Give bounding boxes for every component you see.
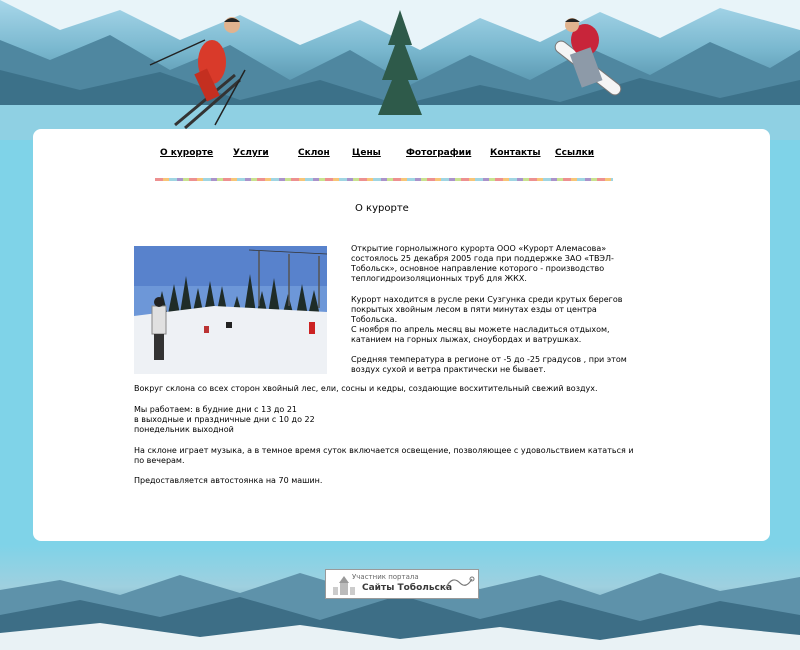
location-paragraph: Курорт находится в русле реки Сузгунка среди крутых берегов покрытых хвойным лесом в пяти минутах езды от центра Тобольска. [351, 295, 623, 324]
nav-link-slope[interactable]: Склон [298, 148, 330, 158]
season-paragraph: С ноября по апрель месяц вы можете насладиться отдыхом, катанием на горных лыжах, сноубордах и ватрушках. [351, 325, 610, 344]
nav-link-about[interactable]: О курорте [160, 148, 214, 158]
hours-line-1: Мы работаем: в будние дни с 13 до 21 [134, 405, 297, 414]
nav-link-services[interactable]: Услуги [233, 148, 269, 158]
ski-slope-image [134, 246, 327, 374]
nav-link-photos[interactable]: Фотографии [406, 148, 472, 158]
page-title: О курорте [355, 203, 409, 214]
mountain-scene-image [0, 0, 800, 140]
nav-divider [155, 178, 613, 181]
nav-link-links[interactable]: Ссылки [555, 148, 595, 158]
hours-line-3: понедельник выходной [134, 425, 234, 434]
forest-paragraph: Вокруг склона со всех сторон хвойный лес, ели, сосны и кедры, создающие восхитительный свежий воздух. [134, 384, 598, 393]
ornament-icon [444, 573, 476, 595]
portal-badge[interactable] [325, 569, 479, 599]
badge-caption: Участник портала [352, 573, 419, 581]
climate-paragraph: Средняя температура в регионе от -5 до -25 градусов , при этом воздух сухой и ветра практически не бывает. [351, 355, 627, 374]
intro-paragraph: Открытие горнолыжного курорта ООО «Курорт Алемасова» состоялось 25 декабря 2005 года при поддержке ЗАО «ТВЭЛ-Тобольск», основное направление которого - производство теплогидроизоляционных труб для ЖКХ. [351, 244, 614, 283]
main-navigation [160, 148, 620, 162]
badge-title: Сайты Тобольска [362, 583, 453, 593]
header-banner [0, 0, 800, 140]
music-paragraph: На склоне играет музыка, а в темное время суток включается освещение, позволяющее с удовольствием кататься и по вечерам. [134, 446, 634, 465]
nav-link-prices[interactable]: Цены [352, 148, 381, 158]
nav-link-contacts[interactable]: Контакты [490, 148, 541, 158]
parking-paragraph: Предоставляется автостоянка на 70 машин. [134, 476, 323, 485]
hours-line-2: в выходные и праздничные дни с 10 до 22 [134, 415, 315, 424]
ski-slope-photo [134, 246, 327, 374]
